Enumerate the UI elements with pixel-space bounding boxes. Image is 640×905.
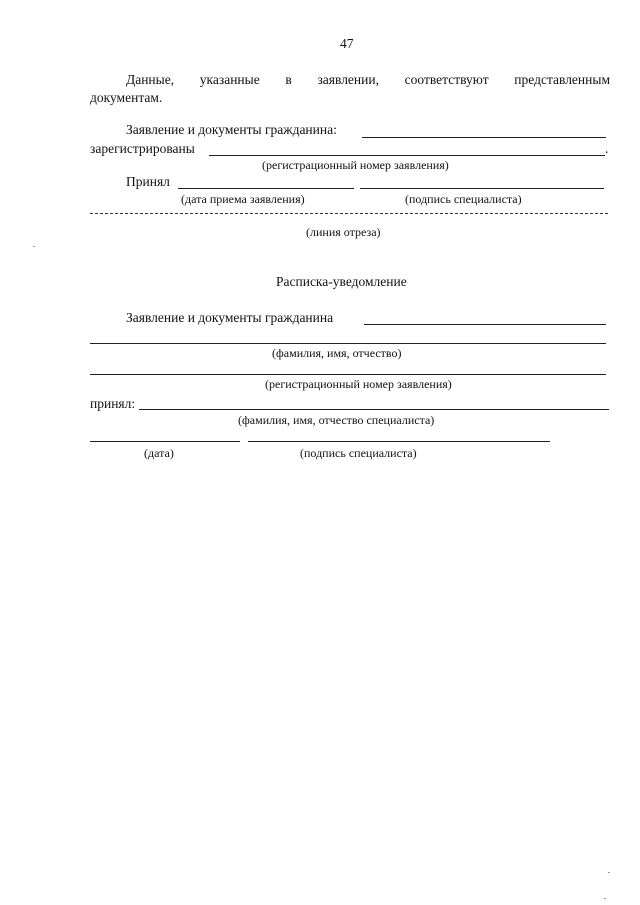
- receipt-signature-line: [248, 441, 550, 442]
- intro-word: заявлении,: [317, 72, 379, 87]
- receipt-accepted-label: принял:: [90, 396, 136, 411]
- receipt-docs-label: Заявление и документы гражданина: [126, 310, 334, 325]
- intro-word: в: [285, 72, 292, 87]
- receipt-reg-number-line: [90, 374, 606, 375]
- intro-word: указанные: [199, 72, 260, 87]
- page-number: 47: [340, 36, 354, 51]
- accept-signature-caption: (подпись специалиста): [405, 192, 522, 206]
- intro-word: представленным: [514, 72, 610, 87]
- cut-line-caption: (линия отреза): [306, 225, 381, 239]
- scan-mark: [608, 872, 610, 873]
- receipt-fio-line: [90, 343, 606, 344]
- registered-label: зарегистрированы: [90, 141, 195, 156]
- accept-date-line: [178, 188, 354, 189]
- accept-signature-line: [360, 188, 604, 189]
- receipt-reg-number-caption: (регистрационный номер заявления): [265, 377, 452, 391]
- cut-line: [90, 213, 608, 214]
- receipt-fio-caption: (фамилия, имя, отчество): [272, 346, 402, 360]
- scan-mark: [604, 898, 606, 899]
- accept-date-caption: (дата приема заявления): [181, 192, 305, 206]
- accepted-label: Принял: [126, 174, 170, 189]
- receipt-specialist-caption: (фамилия, имя, отчество специалиста): [238, 413, 435, 427]
- docs-label: Заявление и документы гражданина:: [126, 122, 337, 137]
- registered-fill-line: [209, 155, 605, 156]
- intro-word: соответствуют: [404, 72, 489, 87]
- reg-number-caption: (регистрационный номер заявления): [262, 158, 449, 172]
- registered-end-dot: .: [605, 141, 609, 156]
- intro-paragraph-line1: [126, 72, 610, 88]
- intro-paragraph-line2: документам.: [90, 90, 163, 105]
- receipt-title: Расписка-уведомление: [276, 274, 407, 289]
- intro-word: Данные,: [126, 72, 175, 87]
- receipt-specialist-line: [139, 409, 609, 410]
- receipt-date-caption: (дата): [144, 446, 174, 460]
- scan-mark: [33, 246, 35, 247]
- docs-fill-line: [362, 137, 606, 138]
- receipt-date-line: [90, 441, 240, 442]
- receipt-signature-caption: (подпись специалиста): [300, 446, 417, 460]
- receipt-docs-fill-line: [364, 324, 606, 325]
